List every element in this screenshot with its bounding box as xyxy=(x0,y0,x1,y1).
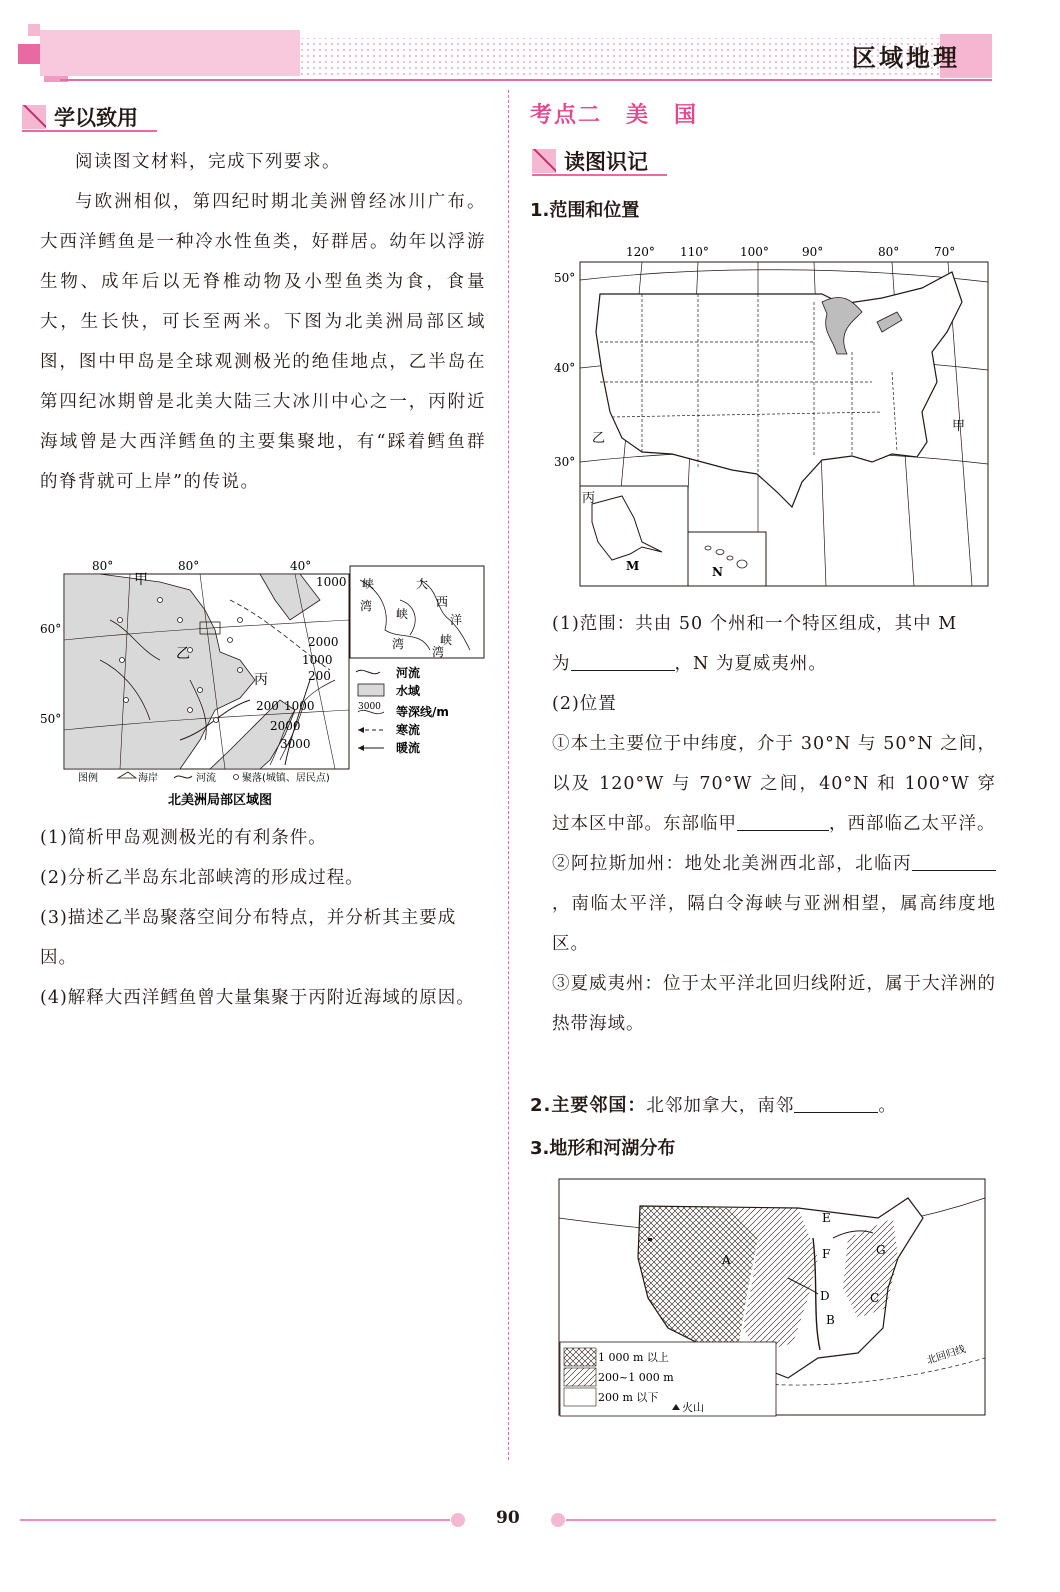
legend-cold-current: 寒流 xyxy=(396,723,421,737)
answer-blank-south[interactable] xyxy=(794,1092,878,1113)
question-2: (2)分析乙半岛东北部峡湾的形成过程。 xyxy=(40,868,364,888)
header-title: 区域地理 xyxy=(852,44,960,72)
map-depth-label: 200 xyxy=(256,699,279,713)
page-number: 90 xyxy=(496,1508,520,1528)
questions xyxy=(40,818,490,1018)
position-1: ①本土主要位于中纬度，介于 30°N 与 50°N 之间，以及 120°W 与 70°W 之间，40°N 和 100°W 穿过本区中部。东部临甲 ，西部临乙太平洋。 xyxy=(552,734,996,834)
label-jia: 甲 xyxy=(952,419,966,434)
item1-title: 1.范围和位置 xyxy=(530,200,640,221)
lon-label: 120° xyxy=(626,245,655,259)
legend-river-bottom: 河流 xyxy=(196,773,216,784)
scope-position-text xyxy=(552,604,996,1044)
question-1: (1)简析甲岛观测极光的有利条件。 xyxy=(40,828,327,848)
section-underline xyxy=(532,174,667,176)
item3-title: 3.地形和河湖分布 xyxy=(530,1138,676,1159)
legend-200-1000: 200~1 000 m xyxy=(598,1371,674,1384)
topic-title: 考点二 美 国 xyxy=(530,103,699,128)
legend-volcano: 火山 xyxy=(682,1401,704,1414)
map-depth-label: 200 xyxy=(308,669,331,683)
intro-text: 阅读图文材料，完成下列要求。 xyxy=(75,152,341,172)
passage xyxy=(40,142,486,502)
terrain-letter-g: G xyxy=(876,1243,886,1257)
north-america-regional-map xyxy=(40,560,490,810)
legend-isobath-value: 3000 xyxy=(358,702,381,712)
inset-label: 湾 xyxy=(360,599,373,613)
lon-label: 110° xyxy=(680,245,709,259)
inset-label: 峡 xyxy=(440,633,453,647)
answer-blank-bing[interactable] xyxy=(912,850,996,871)
inset-label: 峡 xyxy=(362,577,375,591)
us-terrain-map xyxy=(558,1178,988,1418)
section-title-map-reading: 读图识记 xyxy=(532,146,648,176)
inset-label: 湾 xyxy=(432,645,445,659)
section-underline xyxy=(22,130,157,132)
legend-title: 图例 xyxy=(78,773,98,784)
lat-label: 30° xyxy=(554,455,576,469)
item2-neighbors: 2.主要邻国：北邻加拿大，南邻 。 xyxy=(530,1086,990,1126)
label-n: N xyxy=(712,565,723,579)
terrain-letter-c: C xyxy=(870,1291,880,1305)
answer-blank-m[interactable] xyxy=(571,650,675,671)
map-depth-label: 3000 xyxy=(280,737,311,751)
lat-label: 50° xyxy=(554,271,576,285)
lon-label: 80° xyxy=(878,245,900,259)
scope-line-b: 为 ，N 为夏威夷州。 xyxy=(552,644,996,684)
us-scope-map xyxy=(552,242,992,588)
legend-warm-current: 暖流 xyxy=(396,741,421,755)
inset-label: 洋 xyxy=(450,613,463,627)
scope-line-a: (1)范围：共由 50 个州和一个特区组成，其中 M xyxy=(552,614,958,634)
column-divider xyxy=(508,90,509,1460)
legend-coast: 海岸 xyxy=(138,773,158,784)
question-3: (3)描述乙半岛聚落空间分布特点，并分析其主要成因。 xyxy=(40,908,457,968)
tropic-label: 北回归线 xyxy=(925,1344,967,1367)
lon-label: 90° xyxy=(802,245,824,259)
inset-label: 大 xyxy=(416,577,429,591)
legend-above-1000: 1 000 m 以上 xyxy=(598,1351,669,1364)
terrain-letter-a: A xyxy=(722,1253,731,1267)
legend-water: 水域 xyxy=(396,684,421,698)
map-lon-label: 80° xyxy=(178,560,200,573)
lon-label: 70° xyxy=(934,245,956,259)
question-4: (4)解释大西洋鳕鱼曾大量集聚于丙附近海域的原因。 xyxy=(40,988,475,1008)
legend-isobath: 等深线/m xyxy=(396,705,449,719)
map-lon-label: 80° xyxy=(92,560,114,573)
legend-river: 河流 xyxy=(396,666,421,680)
position-3: ③夏威夷州：位于太平洋北回归线附近，属于大洋洲的热带海域。 xyxy=(552,974,996,1034)
section-title-practice: 学以致用 xyxy=(22,102,138,132)
lat-label: 40° xyxy=(554,361,576,375)
map-place-yi: 乙 xyxy=(176,646,190,662)
map-caption: 北美洲局部区域图 xyxy=(168,793,273,808)
inset-label: 湾 xyxy=(392,637,405,651)
label-yi: 乙 xyxy=(592,431,606,446)
inset-label: 西 xyxy=(436,595,449,609)
label-m: M xyxy=(626,559,640,573)
legend-below-200: 200 m 以下 xyxy=(598,1391,659,1404)
terrain-letter-f: F xyxy=(822,1247,831,1261)
label-bing: 丙 xyxy=(582,491,596,506)
position-title: (2)位置 xyxy=(552,694,617,714)
map-depth-label: 1000 xyxy=(302,653,333,667)
legend-settlement: 聚落(城镇、居民点) xyxy=(242,773,330,784)
section-marker-icon xyxy=(532,149,556,173)
map-depth-label: 1000 xyxy=(316,575,347,589)
answer-blank-jia[interactable] xyxy=(737,810,829,831)
lon-label: 100° xyxy=(740,245,769,259)
map-depth-label: 2000 xyxy=(308,635,339,649)
terrain-letter-e: E xyxy=(822,1211,831,1225)
map-lat-label: 60° xyxy=(40,622,62,636)
inset-label: 峡 xyxy=(396,607,409,621)
map-place-jia: 甲 xyxy=(134,572,148,588)
map-lat-label: 50° xyxy=(40,712,62,726)
terrain-letter-b: B xyxy=(826,1313,835,1327)
terrain-letter-d: D xyxy=(820,1289,830,1303)
footer-decoration xyxy=(0,1505,1060,1535)
position-2: ②阿拉斯加州：地处北美洲西北部，北临丙，南临太平洋，隔白令海峡与亚洲相望，属高纬度地区。 xyxy=(552,844,996,964)
map-depth-label: 1000 xyxy=(284,699,315,713)
map-depth-label: 2000 xyxy=(270,719,301,733)
map-place-bing: 丙 xyxy=(254,672,268,688)
map-lon-label: 40° xyxy=(290,560,312,573)
section-marker-icon xyxy=(22,105,46,129)
passage-text: 与欧洲相似，第四纪时期北美洲曾经冰川广布。大西洋鳕鱼是一种冷水性鱼类，好群居。幼年以浮游生物、成年后以无脊椎动物及小型鱼类为食，食量大，生长快，可长至两米。下图为北美洲局部区域图，图中甲岛是全球观测极光的绝佳地点，乙半岛在第四纪冰期曾是北美大陆三大冰川中心之一，丙附近海域曾是大西洋鳕鱼的主要集聚地，有“踩着鳕鱼群的脊背就可上岸”的传说。 xyxy=(40,192,486,492)
